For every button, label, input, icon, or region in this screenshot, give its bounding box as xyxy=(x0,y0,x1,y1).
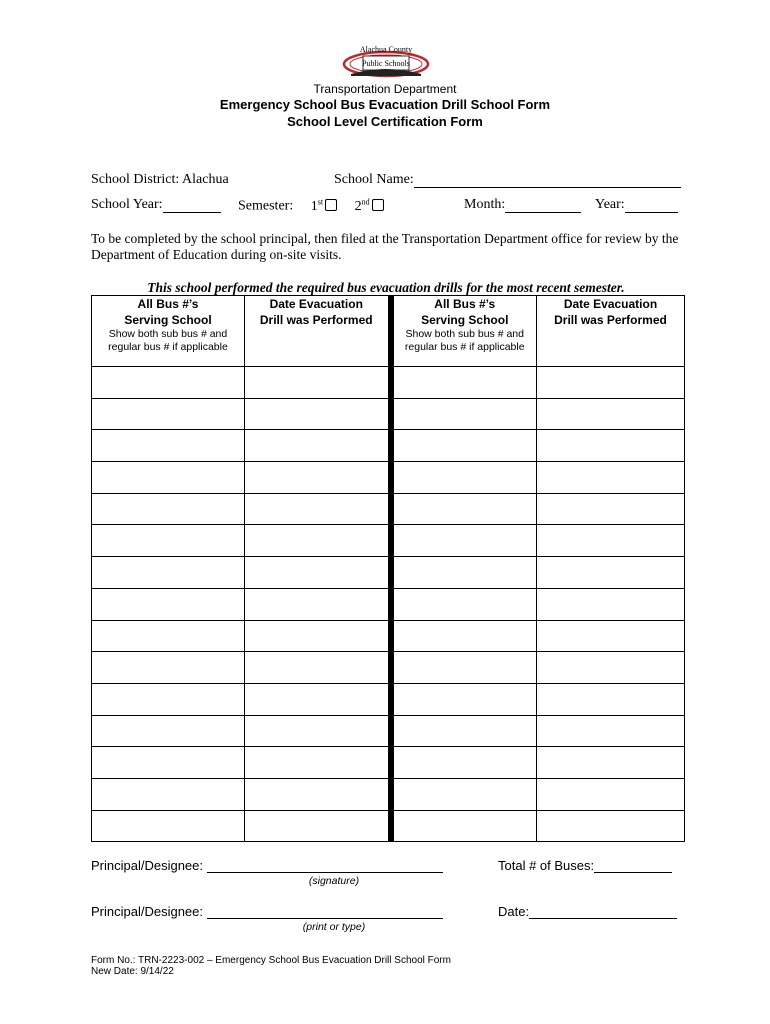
bus-number-cell[interactable] xyxy=(92,398,245,430)
drill-date-cell[interactable] xyxy=(245,810,391,842)
bus-number-cell[interactable] xyxy=(391,620,537,652)
semester-second-option[interactable]: 2nd xyxy=(355,199,384,214)
drill-date-cell[interactable] xyxy=(245,747,391,779)
total-buses-field[interactable] xyxy=(498,858,672,873)
school-name-field[interactable] xyxy=(334,172,681,188)
bus-number-cell[interactable] xyxy=(391,493,537,525)
date-input[interactable] xyxy=(529,904,677,919)
table-row xyxy=(92,588,685,620)
drill-date-cell[interactable] xyxy=(245,493,391,525)
school-year-field[interactable] xyxy=(91,197,221,213)
table-row xyxy=(92,367,685,399)
drill-date-cell[interactable] xyxy=(245,398,391,430)
semester-label: Semester: xyxy=(238,198,294,214)
form-footer xyxy=(91,955,451,977)
logo-text-line2: Public Schools xyxy=(362,59,410,68)
col-drill-date-1: Date Evacuation Drill was Performed xyxy=(245,296,391,367)
table-row xyxy=(92,557,685,589)
drill-date-cell[interactable] xyxy=(245,557,391,589)
drill-date-cell[interactable] xyxy=(537,557,685,589)
bus-number-cell[interactable] xyxy=(391,525,537,557)
drill-date-cell[interactable] xyxy=(245,367,391,399)
drill-date-cell[interactable] xyxy=(245,430,391,462)
drill-date-cell[interactable] xyxy=(537,367,685,399)
bus-number-cell[interactable] xyxy=(391,367,537,399)
bus-number-cell[interactable] xyxy=(391,810,537,842)
principal-signature-label: Principal/Designee: xyxy=(91,858,204,873)
bus-number-cell[interactable] xyxy=(391,652,537,684)
bus-number-cell[interactable] xyxy=(92,778,245,810)
instructions-text: To be completed by the school principal, then filed at the Transportation Department office for review by the Department of Education during on-site visits. xyxy=(91,231,679,262)
date-field[interactable] xyxy=(498,904,677,919)
school-year-label: School Year: xyxy=(91,197,163,212)
table-row xyxy=(92,398,685,430)
month-field[interactable] xyxy=(464,197,581,213)
table-row xyxy=(92,652,685,684)
table-row xyxy=(92,683,685,715)
drill-date-cell[interactable] xyxy=(537,715,685,747)
col-bus-numbers-1: All Bus #’s Serving School Show both sub bus # and regular bus # if applicable xyxy=(92,296,245,367)
bus-number-cell[interactable] xyxy=(92,747,245,779)
drill-date-cell[interactable] xyxy=(537,778,685,810)
semester-first-option[interactable]: 1st xyxy=(311,199,337,214)
table-row xyxy=(92,430,685,462)
bus-number-cell[interactable] xyxy=(92,462,245,494)
month-label: Month: xyxy=(464,197,506,212)
certification-statement: This school performed the required bus evacuation drills for the most recent semester. xyxy=(147,280,625,295)
bus-number-cell[interactable] xyxy=(391,430,537,462)
drill-date-cell[interactable] xyxy=(537,462,685,494)
col-drill-date-2: Date Evacuation Drill was Performed xyxy=(537,296,685,367)
table-row xyxy=(92,810,685,842)
drill-date-cell[interactable] xyxy=(537,683,685,715)
bus-number-cell[interactable] xyxy=(92,620,245,652)
school-district-field xyxy=(91,172,229,188)
principal-print-field[interactable] xyxy=(91,904,443,919)
bus-number-cell[interactable] xyxy=(92,430,245,462)
principal-signature-field[interactable] xyxy=(91,858,443,873)
year-label: Year: xyxy=(595,197,625,212)
bus-number-cell[interactable] xyxy=(92,557,245,589)
logo-text-line1: Alachua County xyxy=(359,45,413,54)
bus-number-cell[interactable] xyxy=(391,588,537,620)
drill-date-cell[interactable] xyxy=(245,683,391,715)
drill-date-cell[interactable] xyxy=(537,747,685,779)
year-input[interactable] xyxy=(625,198,678,213)
table-row xyxy=(92,462,685,494)
table-row xyxy=(92,778,685,810)
col-bus-numbers-2: All Bus #’s Serving School Show both sub bus # and regular bus # if applicable xyxy=(391,296,537,367)
bus-number-cell[interactable] xyxy=(391,715,537,747)
district-logo xyxy=(341,42,431,78)
bus-number-cell[interactable] xyxy=(92,367,245,399)
drill-table xyxy=(91,295,685,842)
bus-number-cell[interactable] xyxy=(92,588,245,620)
table-row xyxy=(92,493,685,525)
semester-first-checkbox[interactable] xyxy=(325,199,337,211)
drill-date-cell[interactable] xyxy=(537,398,685,430)
bus-number-cell[interactable] xyxy=(92,652,245,684)
drill-date-cell[interactable] xyxy=(537,652,685,684)
date-label: Date: xyxy=(498,904,530,919)
school-name-label: School Name: xyxy=(334,172,414,187)
bus-number-cell[interactable] xyxy=(92,683,245,715)
semester-second-checkbox[interactable] xyxy=(372,199,384,211)
school-district-value: Alachua xyxy=(182,172,229,187)
bus-number-cell[interactable] xyxy=(391,683,537,715)
form-subtitle: School Level Certification Form xyxy=(287,114,483,129)
drill-date-cell[interactable] xyxy=(245,652,391,684)
signature-note: (signature) xyxy=(308,875,360,887)
bus-number-cell[interactable] xyxy=(391,747,537,779)
drill-date-cell[interactable] xyxy=(245,588,391,620)
school-name-input[interactable] xyxy=(414,173,681,188)
drill-date-cell[interactable] xyxy=(537,810,685,842)
table-row xyxy=(92,525,685,557)
semester-field xyxy=(238,197,384,215)
drill-date-cell[interactable] xyxy=(537,430,685,462)
bus-number-cell[interactable] xyxy=(391,398,537,430)
drill-date-cell[interactable] xyxy=(537,620,685,652)
table-row xyxy=(92,715,685,747)
bus-number-cell[interactable] xyxy=(92,810,245,842)
bus-number-cell[interactable] xyxy=(391,462,537,494)
month-input[interactable] xyxy=(505,198,581,213)
drill-date-cell[interactable] xyxy=(245,715,391,747)
bus-number-cell[interactable] xyxy=(92,493,245,525)
total-buses-input[interactable] xyxy=(594,858,672,873)
bus-number-cell[interactable] xyxy=(92,715,245,747)
drill-date-cell[interactable] xyxy=(245,620,391,652)
school-year-input[interactable] xyxy=(163,198,221,213)
bus-number-cell[interactable] xyxy=(391,778,537,810)
form-new-date: New Date: 9/14/22 xyxy=(91,966,174,977)
total-buses-label: Total # of Buses: xyxy=(498,858,595,873)
principal-signature-input[interactable] xyxy=(207,858,443,873)
drill-date-cell[interactable] xyxy=(245,778,391,810)
form-title: Emergency School Bus Evacuation Drill School Form xyxy=(219,97,551,112)
drill-date-cell[interactable] xyxy=(537,493,685,525)
bus-number-cell[interactable] xyxy=(391,557,537,589)
table-header-row xyxy=(92,296,685,367)
drill-date-cell[interactable] xyxy=(245,525,391,557)
drill-date-cell[interactable] xyxy=(537,525,685,557)
table-row xyxy=(92,747,685,779)
department-name: Transportation Department xyxy=(313,82,457,96)
school-district-label: School District: xyxy=(91,172,180,187)
table-row xyxy=(92,620,685,652)
drill-date-cell[interactable] xyxy=(537,588,685,620)
print-note: (print or type) xyxy=(302,921,366,933)
principal-print-input[interactable] xyxy=(207,904,443,919)
year-field[interactable] xyxy=(595,197,678,213)
bus-number-cell[interactable] xyxy=(92,525,245,557)
form-number: Form No.: TRN-2223-002 – Emergency School Bus Evacuation Drill School Form xyxy=(91,955,451,966)
drill-date-cell[interactable] xyxy=(245,462,391,494)
principal-print-label: Principal/Designee: xyxy=(91,904,204,919)
